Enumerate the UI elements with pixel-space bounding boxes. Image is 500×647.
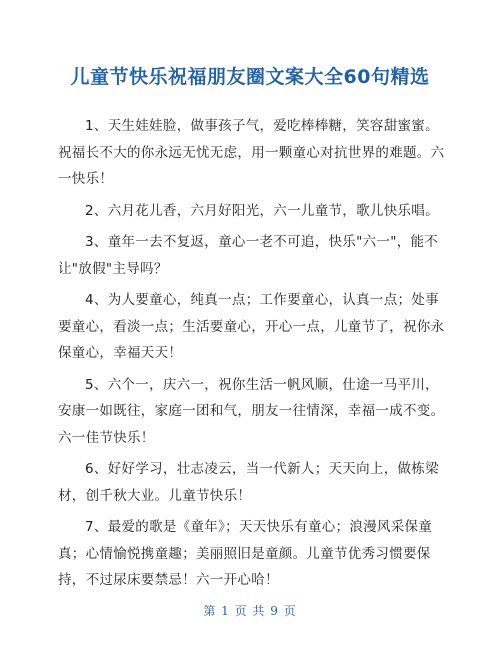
- paragraph-5: 5、六个一，庆六一，祝你生活一帆风顺，仕途一马平川，安康一如既往，家庭一团和气，朋友一往情深，幸福一成不变。六一佳节快乐！: [58, 376, 445, 446]
- paragraph-6: 6、好好学习，壮志凌云，当一代新人；天天向上，做栋梁材，创千秋大业。儿童节快乐！: [58, 461, 439, 504]
- document-body: [58, 113, 448, 599]
- paragraph-7: 7、最爱的歌是《童年》；天天快乐有童心；浪漫风采保童真；心情愉悦携童趣；美丽照旧是童颜。儿童节优秀习惯要保持，不过尿床要禁忌！六一开心哈！: [58, 519, 433, 588]
- paragraph-4: 4、为人要童心，纯真一点；工作要童心，认真一点；处事要童心，看淡一点；生活要童心，开心一点，儿童节了，祝你永保童心，幸福天天！: [58, 292, 445, 361]
- page-title: 儿童节快乐祝福朋友圈文案大全60句精选: [70, 66, 430, 88]
- paragraph-2: 2、六月花儿香，六月好阳光，六一儿童节，歌儿快乐唱。: [85, 202, 439, 219]
- page-number-footer: 第 1 页 共 9 页: [203, 604, 297, 618]
- paragraph-1: 1、天生娃娃脸，做事孩子气，爱吃棒棒糖，笑容甜蜜蜜。祝福长不大的你永远无忧无虑，用一颗童心对抗世界的难题。六一快乐！: [58, 118, 445, 187]
- paragraph-3: 3、童年一去不复返，童心一老不可追，快乐"六一"，能不让"放假"主导吗？: [58, 234, 439, 277]
